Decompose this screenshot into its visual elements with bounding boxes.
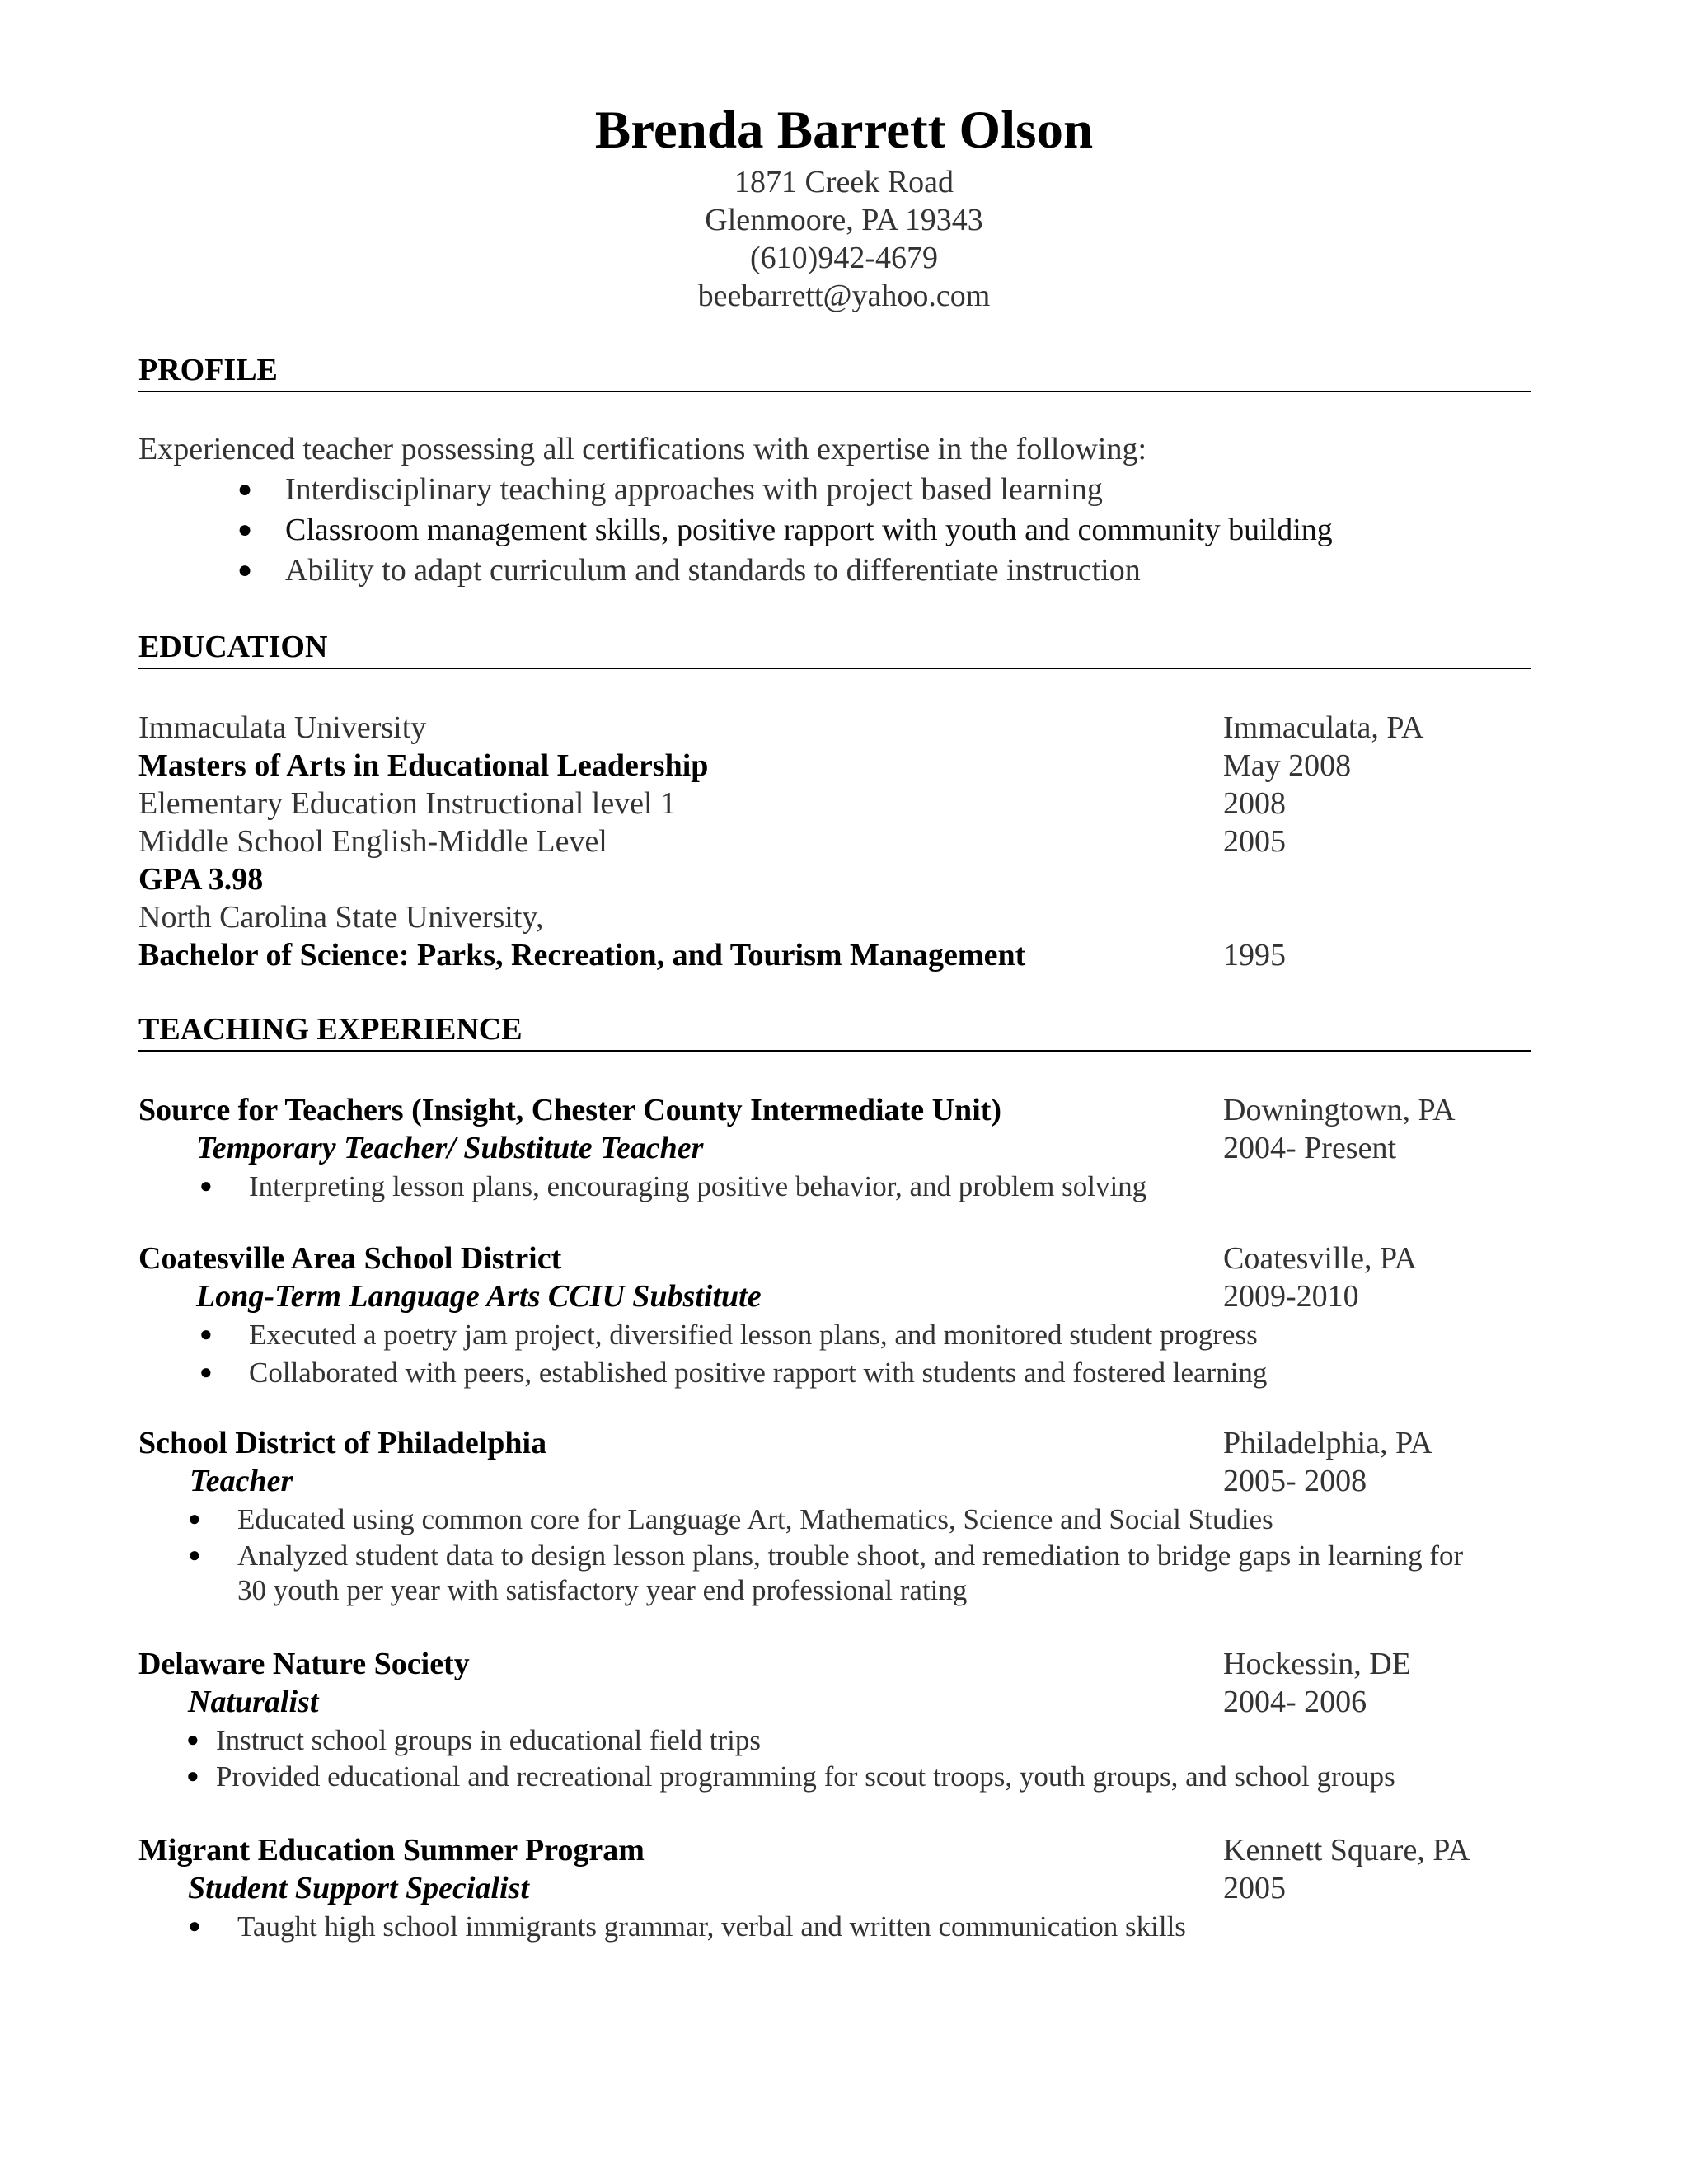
job-bullet: Instruct school groups in educational field trips (216, 1724, 761, 1756)
address-street: 1871 Creek Road (734, 165, 954, 199)
job-dates: 2009-2010 (1223, 1279, 1359, 1314)
bullet-icon: ● (199, 1360, 213, 1384)
employer-name: Migrant Education Summer Program (138, 1833, 645, 1868)
job-bullet: Educated using common core for Language Art, Mathematics, Science and Social Studies (237, 1503, 1273, 1535)
bullet-icon: ● (237, 556, 253, 583)
employer-name: School District of Philadelphia (138, 1426, 547, 1460)
job-bullet: Analyzed student data to design lesson plans, trouble shoot, and remediation to bridge gaps in learning for (237, 1540, 1464, 1572)
profile-heading: PROFILE (138, 353, 1531, 392)
bullet-icon: ● (186, 1764, 199, 1788)
degree: Bachelor of Science: Parks, Recreation, and Tourism Management (138, 938, 1026, 972)
job-bullet: Interpreting lesson plans, encouraging positive behavior, and problem solving (249, 1170, 1147, 1202)
profile-intro: Experienced teacher possessing all certifications with expertise in the following: (138, 432, 1146, 466)
job-bullet: Taught high school immigrants grammar, verbal and written communication skills (237, 1910, 1186, 1943)
experience-heading: TEACHING EXPERIENCE (138, 1012, 1531, 1052)
job-bullet: Executed a poetry jam project, diversified lesson plans, and monitored student progress (249, 1319, 1258, 1351)
education-heading: EDUCATION (138, 630, 1531, 669)
job-location: Kennett Square, PA (1223, 1833, 1470, 1868)
candidate-name: Brenda Barrett Olson (594, 101, 1094, 160)
gpa: GPA 3.98 (138, 862, 264, 897)
bullet-icon: ● (199, 1174, 213, 1197)
job-title: Naturalist (188, 1685, 319, 1719)
resume-header (0, 97, 1688, 315)
job-bullet: Provided educational and recreational programming for scout troops, youth groups, and school groups (216, 1760, 1395, 1793)
job-location: Downingtown, PA (1223, 1093, 1456, 1127)
school-location: Immaculata, PA (1223, 710, 1424, 745)
phone-number: (610)942-4679 (750, 241, 938, 275)
job-title: Teacher (190, 1464, 293, 1498)
job-title: Student Support Specialist (188, 1871, 529, 1905)
bullet-icon: ● (188, 1507, 201, 1530)
employer-name: Coatesville Area School District (138, 1241, 562, 1276)
email-address: beebarrett@yahoo.com (697, 279, 991, 313)
bullet-icon: ● (199, 1322, 213, 1346)
profile-bullet: Interdisciplinary teaching approaches with project based learning (285, 472, 1103, 507)
bullet-icon: ● (186, 1727, 199, 1751)
bullet-icon: ● (188, 1914, 201, 1938)
job-dates: 2005 (1223, 1871, 1286, 1905)
certification: Elementary Education Instructional level 1 (138, 786, 677, 821)
bullet-icon: ● (188, 1543, 201, 1567)
job-dates: 2005- 2008 (1223, 1464, 1367, 1498)
profile-bullet: Ability to adapt curriculum and standards to differentiate instruction (285, 553, 1141, 588)
certification-date: 2005 (1223, 824, 1286, 859)
certification: Middle School English-Middle Level (138, 824, 607, 859)
address-city: Glenmoore, PA 19343 (705, 203, 983, 237)
job-bullet-continuation: 30 youth per year with satisfactory year end professional rating (237, 1574, 968, 1606)
degree-date: 1995 (1223, 938, 1286, 972)
school-name: North Carolina State University, (138, 900, 544, 935)
job-bullet: Collaborated with peers, established positive rapport with students and fostered learning (249, 1357, 1268, 1389)
job-dates: 2004- 2006 (1223, 1685, 1367, 1719)
bullet-icon: ● (237, 516, 253, 543)
employer-name: Source for Teachers (Insight, Chester County Intermediate Unit) (138, 1093, 1002, 1127)
degree-date: May 2008 (1223, 748, 1352, 783)
school-name: Immaculata University (138, 710, 427, 745)
job-dates: 2004- Present (1223, 1131, 1397, 1165)
job-location: Philadelphia, PA (1223, 1426, 1433, 1460)
bullet-icon: ● (237, 476, 253, 503)
job-location: Hockessin, DE (1223, 1647, 1411, 1681)
job-location: Coatesville, PA (1223, 1241, 1418, 1276)
job-title: Long-Term Language Arts CCIU Substitute (196, 1279, 762, 1314)
degree: Masters of Arts in Educational Leadership (138, 748, 709, 783)
employer-name: Delaware Nature Society (138, 1647, 470, 1681)
job-title: Temporary Teacher/ Substitute Teacher (196, 1131, 704, 1165)
certification-date: 2008 (1223, 786, 1286, 821)
profile-bullet: Classroom management skills, positive rapport with youth and community building (285, 513, 1333, 547)
